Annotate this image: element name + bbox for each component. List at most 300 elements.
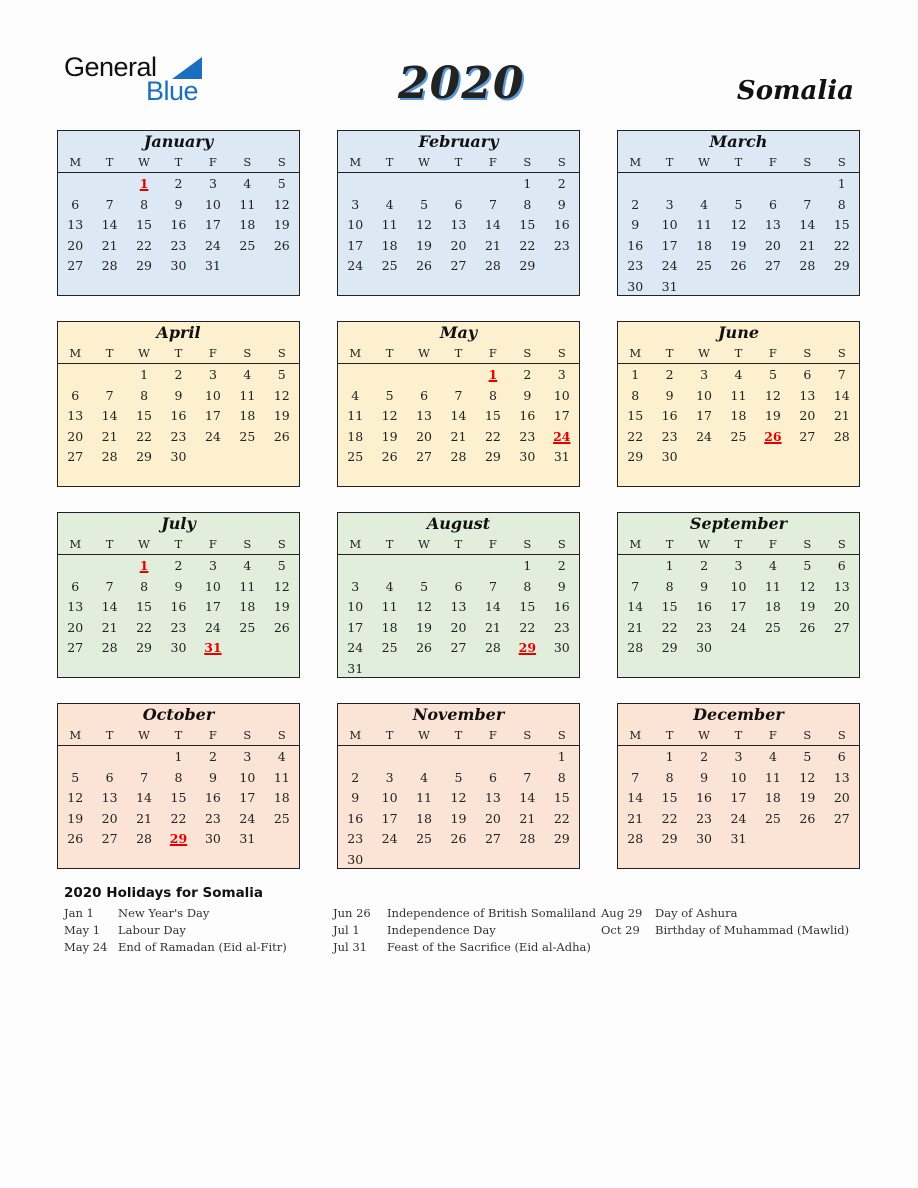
holiday-name: Day of Ashura [655, 906, 738, 920]
day-cell: 3 [665, 196, 674, 212]
day-cell: 25 [416, 831, 433, 847]
weekday-label: W [138, 537, 150, 551]
day-cell: 14 [484, 599, 501, 615]
weekday-header-row [58, 344, 299, 364]
day-cell: 16 [661, 408, 678, 424]
day-cell: 26 [799, 810, 816, 826]
day-cell: 18 [273, 790, 290, 806]
day-cell: 9 [351, 790, 360, 806]
day-cell: 10 [204, 387, 221, 403]
day-cell: 21 [627, 619, 644, 635]
day-cell: 23 [170, 428, 187, 444]
day-cell: 25 [764, 810, 781, 826]
day-cell: 29 [661, 640, 678, 656]
day-cell: 4 [420, 769, 429, 785]
day-cell: 8 [140, 578, 149, 594]
day-cell: 23 [204, 810, 221, 826]
day-grid [618, 555, 859, 659]
day-cell: 11 [764, 769, 781, 785]
day-cell: 17 [696, 408, 713, 424]
day-cell: 5 [277, 558, 286, 573]
day-cell: 19 [799, 599, 816, 615]
holiday-date: May 1 [64, 923, 101, 937]
day-cell: 8 [488, 387, 497, 403]
day-cell: 2 [700, 558, 709, 573]
day-cell: 31 [239, 831, 256, 847]
day-cell: 19 [799, 790, 816, 806]
day-cell: 6 [71, 387, 80, 403]
day-cell: 23 [347, 831, 364, 847]
empty-day-cell [407, 365, 441, 386]
day-cell: 28 [799, 258, 816, 274]
day-cell: 21 [136, 810, 153, 826]
day-cell: 6 [837, 749, 846, 764]
weekday-label: M [629, 728, 642, 742]
holiday-row [64, 922, 287, 939]
weekday-label: S [803, 346, 812, 360]
month-february [337, 130, 580, 296]
day-cell: 28 [136, 831, 153, 847]
day-cell: 16 [519, 408, 536, 424]
day-cell: 20 [450, 619, 467, 635]
weekday-label: T [734, 728, 743, 742]
holiday-date: Aug 29 [601, 906, 643, 920]
day-cell: 21 [101, 428, 118, 444]
day-cell: 14 [484, 217, 501, 233]
day-cell: 15 [170, 790, 187, 806]
day-cell: 22 [136, 237, 153, 253]
day-cell: 11 [381, 599, 398, 615]
day-cell: 2 [208, 749, 217, 764]
day-cell: 6 [768, 196, 777, 212]
day-cell: 18 [764, 599, 781, 615]
month-march [617, 130, 860, 296]
day-cell: 24 [381, 831, 398, 847]
day-cell: 18 [239, 408, 256, 424]
empty-day-cell [58, 365, 92, 386]
day-cell: 3 [351, 578, 360, 594]
day-cell: 26 [450, 831, 467, 847]
day-cell: 17 [204, 599, 221, 615]
weekday-label: T [454, 537, 463, 551]
day-cell: 19 [273, 408, 290, 424]
day-cell: 11 [239, 578, 256, 594]
day-cell: 31 [553, 449, 570, 465]
weekday-label: W [698, 155, 710, 169]
day-cell: 18 [347, 428, 364, 444]
holiday-column [333, 905, 596, 956]
weekday-label: W [418, 728, 430, 742]
holiday-day-cell: 1 [139, 176, 149, 191]
day-cell: 9 [557, 196, 566, 212]
weekday-label: T [105, 155, 114, 169]
day-cell: 12 [67, 790, 84, 806]
day-cell: 12 [416, 599, 433, 615]
weekday-label: F [488, 728, 497, 742]
weekday-label: W [418, 537, 430, 551]
empty-day-cell [407, 747, 441, 768]
day-cell: 25 [381, 640, 398, 656]
day-cell: 13 [67, 217, 84, 233]
day-cell: 15 [519, 217, 536, 233]
day-grid [338, 173, 579, 277]
weekday-header-row [618, 535, 859, 555]
day-cell: 7 [631, 769, 640, 785]
day-cell: 31 [204, 258, 221, 274]
weekday-label: S [837, 537, 846, 551]
day-cell: 9 [665, 387, 674, 403]
empty-day-cell [338, 747, 372, 768]
day-cell: 12 [730, 217, 747, 233]
day-cell: 30 [170, 258, 187, 274]
day-cell: 3 [208, 558, 217, 573]
month-name: January [143, 132, 214, 151]
weekday-header-row [338, 153, 579, 173]
holiday-day-cell: 1 [139, 558, 149, 573]
day-cell: 11 [239, 387, 256, 403]
day-cell: 19 [416, 619, 433, 635]
day-cell: 1 [174, 749, 183, 764]
day-cell: 22 [627, 428, 644, 444]
day-cell: 19 [764, 408, 781, 424]
day-cell: 17 [730, 599, 747, 615]
day-cell: 17 [381, 810, 398, 826]
day-cell: 24 [730, 619, 747, 635]
weekday-label: S [277, 728, 286, 742]
day-cell: 7 [631, 578, 640, 594]
weekday-label: T [385, 728, 394, 742]
weekday-label: T [454, 728, 463, 742]
weekday-label: M [69, 728, 82, 742]
holiday-date: Jul 1 [333, 923, 360, 937]
weekday-label: S [557, 155, 566, 169]
day-cell: 5 [420, 578, 429, 594]
day-cell: 22 [484, 428, 501, 444]
weekday-label: F [208, 155, 217, 169]
month-name: February [418, 132, 499, 151]
day-cell: 10 [696, 387, 713, 403]
day-cell: 26 [273, 237, 290, 253]
day-cell: 21 [627, 810, 644, 826]
day-cell: 22 [170, 810, 187, 826]
day-cell: 1 [837, 176, 846, 191]
day-cell: 11 [273, 769, 290, 785]
day-cell: 30 [627, 278, 644, 294]
month-september [617, 512, 860, 678]
weekday-label: M [349, 346, 362, 360]
day-cell: 9 [700, 769, 709, 785]
general-blue-logo [64, 52, 214, 107]
day-grid [618, 364, 859, 468]
day-cell: 11 [696, 217, 713, 233]
day-cell: 19 [730, 237, 747, 253]
weekday-label: M [629, 346, 642, 360]
month-name: October [142, 705, 215, 724]
day-cell: 20 [484, 810, 501, 826]
day-cell: 26 [273, 428, 290, 444]
day-cell: 4 [243, 367, 252, 382]
day-cell: 18 [764, 790, 781, 806]
empty-day-cell [652, 174, 686, 195]
day-grid [338, 746, 579, 871]
day-cell: 27 [67, 640, 84, 656]
day-cell: 2 [700, 749, 709, 764]
day-cell: 4 [277, 749, 286, 764]
day-cell: 6 [454, 578, 463, 594]
day-cell: 26 [273, 619, 290, 635]
day-cell: 7 [105, 196, 114, 212]
day-cell: 14 [101, 217, 118, 233]
day-cell: 7 [488, 578, 497, 594]
weekday-label: W [698, 537, 710, 551]
day-cell: 21 [799, 237, 816, 253]
day-cell: 29 [833, 258, 850, 274]
page-title-year: 2020 [398, 58, 525, 109]
day-cell: 4 [700, 196, 709, 212]
day-cell: 31 [661, 278, 678, 294]
empty-day-cell [372, 365, 406, 386]
day-cell: 11 [416, 790, 433, 806]
empty-day-cell [92, 174, 126, 195]
logo-text-general: General [64, 52, 157, 82]
day-cell: 28 [484, 640, 501, 656]
holiday-column [64, 905, 287, 956]
day-cell: 25 [347, 449, 364, 465]
weekday-label: F [488, 346, 497, 360]
holiday-name: End of Ramadan (Eid al-Fitr) [118, 940, 287, 954]
empty-day-cell [58, 747, 92, 768]
day-cell: 17 [347, 237, 364, 253]
day-cell: 18 [239, 599, 256, 615]
month-name: December [693, 705, 784, 724]
empty-day-cell [58, 556, 92, 577]
empty-day-cell [441, 365, 475, 386]
weekday-label: W [418, 346, 430, 360]
day-cell: 1 [557, 749, 566, 764]
weekday-label: T [105, 346, 114, 360]
holiday-row [64, 905, 287, 922]
day-cell: 26 [67, 831, 84, 847]
empty-day-cell [407, 174, 441, 195]
day-cell: 6 [71, 578, 80, 594]
day-cell: 23 [553, 619, 570, 635]
day-cell: 20 [67, 619, 84, 635]
day-cell: 7 [105, 578, 114, 594]
day-grid [618, 173, 859, 298]
empty-day-cell [58, 174, 92, 195]
day-cell: 14 [101, 599, 118, 615]
weekday-label: T [105, 537, 114, 551]
day-cell: 14 [101, 408, 118, 424]
day-cell: 20 [450, 237, 467, 253]
day-cell: 18 [239, 217, 256, 233]
weekday-label: S [243, 728, 252, 742]
empty-day-cell [618, 747, 652, 768]
month-november [337, 703, 580, 869]
day-cell: 8 [140, 387, 149, 403]
day-cell: 4 [768, 558, 777, 573]
holiday-name: Feast of the Sacrifice (Eid al-Adha) [387, 940, 591, 954]
day-cell: 20 [833, 599, 850, 615]
day-cell: 16 [553, 217, 570, 233]
day-cell: 26 [730, 258, 747, 274]
weekday-label: S [837, 346, 846, 360]
day-cell: 28 [519, 831, 536, 847]
weekday-header-row [618, 153, 859, 173]
day-cell: 3 [351, 196, 360, 212]
day-grid [58, 173, 299, 277]
day-cell: 30 [696, 640, 713, 656]
day-cell: 9 [557, 578, 566, 594]
day-cell: 8 [174, 769, 183, 785]
day-cell: 9 [174, 196, 183, 212]
weekday-label: S [243, 346, 252, 360]
day-cell: 29 [661, 831, 678, 847]
day-cell: 7 [803, 196, 812, 212]
day-cell: 4 [385, 578, 394, 594]
day-cell: 25 [273, 810, 290, 826]
month-name: March [709, 132, 768, 151]
day-cell: 15 [627, 408, 644, 424]
day-cell: 18 [730, 408, 747, 424]
month-name: November [412, 705, 505, 724]
day-cell: 5 [71, 769, 80, 785]
day-cell: 1 [523, 176, 532, 191]
day-cell: 27 [799, 428, 816, 444]
day-cell: 24 [204, 428, 221, 444]
day-cell: 12 [273, 578, 290, 594]
day-cell: 16 [170, 599, 187, 615]
day-cell: 7 [488, 196, 497, 212]
day-cell: 13 [833, 769, 850, 785]
empty-day-cell [338, 556, 372, 577]
day-cell: 30 [170, 640, 187, 656]
weekday-label: S [803, 728, 812, 742]
empty-day-cell [721, 174, 755, 195]
holiday-column [601, 905, 849, 939]
holiday-columns [64, 905, 864, 965]
empty-day-cell [510, 747, 544, 768]
day-cell: 15 [661, 790, 678, 806]
day-cell: 25 [239, 619, 256, 635]
day-cell: 23 [696, 810, 713, 826]
day-cell: 22 [136, 428, 153, 444]
empty-day-cell [618, 174, 652, 195]
holiday-list [64, 885, 864, 965]
day-cell: 13 [484, 790, 501, 806]
weekday-label: S [243, 537, 252, 551]
weekday-label: T [174, 728, 183, 742]
day-cell: 16 [204, 790, 221, 806]
weekday-label: M [69, 346, 82, 360]
weekday-label: S [277, 537, 286, 551]
weekday-label: M [629, 155, 642, 169]
day-cell: 23 [627, 258, 644, 274]
day-cell: 10 [730, 769, 747, 785]
day-cell: 4 [768, 749, 777, 764]
day-cell: 10 [730, 578, 747, 594]
day-cell: 25 [764, 619, 781, 635]
day-cell: 20 [416, 428, 433, 444]
day-cell: 5 [803, 558, 812, 573]
empty-day-cell [127, 747, 161, 768]
weekday-label: S [803, 155, 812, 169]
day-cell: 8 [140, 196, 149, 212]
day-cell: 28 [627, 831, 644, 847]
day-cell: 19 [67, 810, 84, 826]
weekday-label: F [768, 346, 777, 360]
day-cell: 5 [277, 176, 286, 191]
weekday-label: T [174, 155, 183, 169]
empty-day-cell [407, 556, 441, 577]
day-cell: 2 [631, 196, 640, 212]
day-cell: 22 [661, 810, 678, 826]
day-cell: 19 [273, 599, 290, 615]
day-cell: 30 [519, 449, 536, 465]
day-cell: 3 [385, 769, 394, 785]
day-cell: 17 [239, 790, 256, 806]
day-cell: 9 [174, 387, 183, 403]
day-cell: 29 [519, 258, 536, 274]
day-cell: 3 [734, 558, 743, 573]
day-cell: 13 [764, 217, 781, 233]
day-cell: 15 [136, 408, 153, 424]
day-cell: 22 [136, 619, 153, 635]
weekday-header-row [58, 726, 299, 746]
month-august [337, 512, 580, 678]
day-cell: 24 [661, 258, 678, 274]
day-cell: 28 [833, 428, 850, 444]
day-cell: 26 [381, 449, 398, 465]
day-cell: 15 [484, 408, 501, 424]
day-cell: 12 [273, 196, 290, 212]
weekday-label: T [385, 155, 394, 169]
day-cell: 4 [734, 367, 743, 382]
weekday-label: F [208, 728, 217, 742]
weekday-label: M [629, 537, 642, 551]
day-cell: 7 [140, 769, 149, 785]
day-cell: 21 [519, 810, 536, 826]
month-name: July [161, 514, 196, 533]
day-cell: 11 [764, 578, 781, 594]
day-cell: 13 [101, 790, 118, 806]
day-cell: 25 [239, 428, 256, 444]
day-cell: 21 [833, 408, 850, 424]
day-cell: 22 [519, 619, 536, 635]
day-cell: 10 [347, 217, 364, 233]
holiday-row [64, 939, 287, 956]
day-cell: 10 [661, 217, 678, 233]
weekday-label: T [665, 155, 674, 169]
day-cell: 19 [450, 810, 467, 826]
logo-text-blue: Blue [146, 76, 199, 106]
day-cell: 8 [631, 387, 640, 403]
day-cell: 9 [174, 578, 183, 594]
day-cell: 15 [136, 217, 153, 233]
day-cell: 15 [136, 599, 153, 615]
day-cell: 1 [665, 749, 674, 764]
day-cell: 8 [557, 769, 566, 785]
day-cell: 12 [799, 578, 816, 594]
month-december [617, 703, 860, 869]
day-cell: 29 [136, 640, 153, 656]
weekday-label: S [243, 155, 252, 169]
day-cell: 7 [105, 387, 114, 403]
weekday-header-row [618, 344, 859, 364]
day-cell: 5 [454, 769, 463, 785]
day-cell: 2 [351, 769, 360, 785]
day-cell: 14 [450, 408, 467, 424]
